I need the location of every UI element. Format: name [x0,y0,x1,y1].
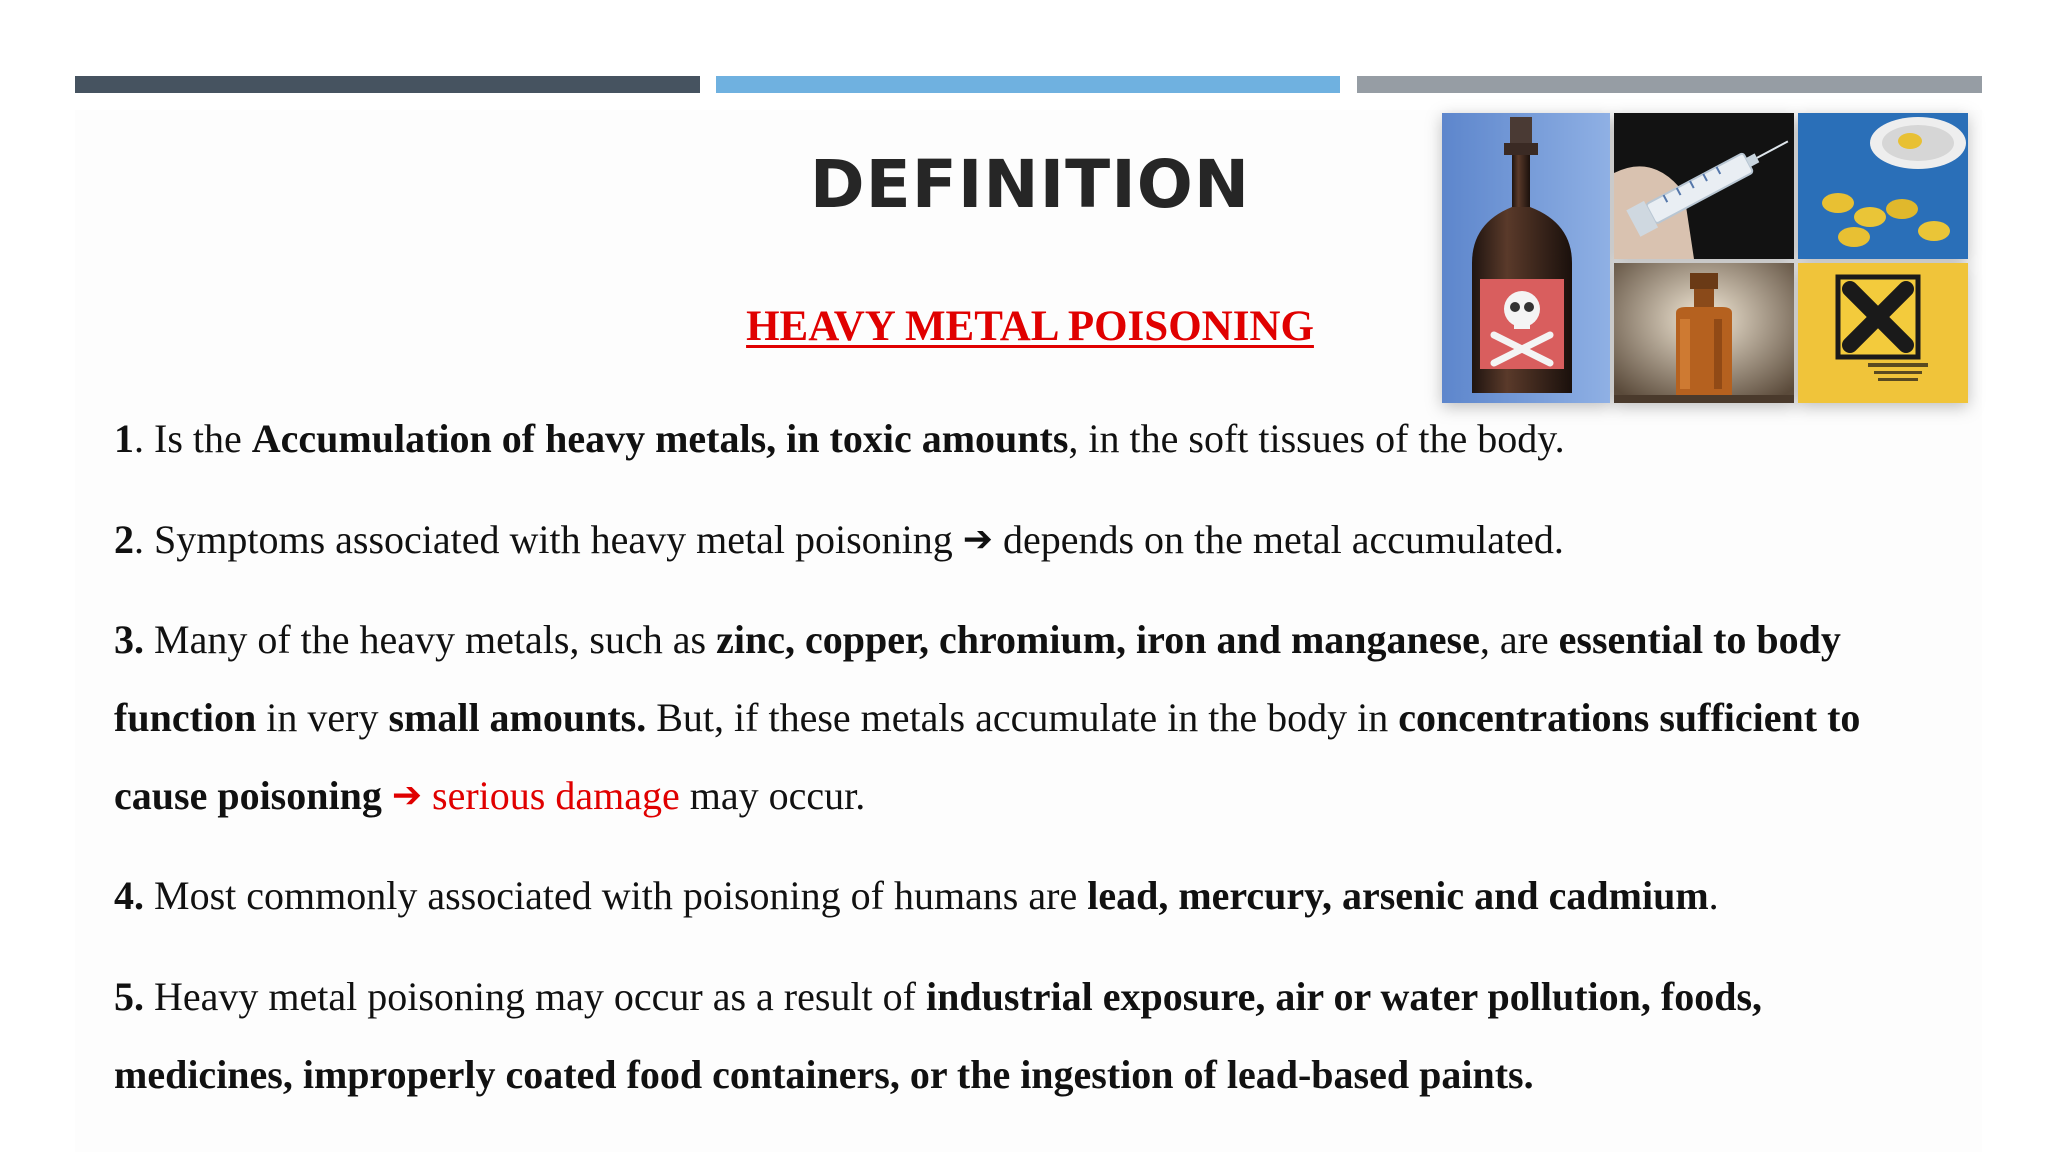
slide-subtitle: HEAVY METAL POISONING [746,303,1314,350]
point-number: 1 [114,416,134,461]
point-text: Many of the heavy metals, such as [144,617,717,662]
poison-bottle-icon [1442,113,1610,403]
point-text: . [1708,873,1719,918]
point-emphasis: small amounts. [388,695,647,740]
point-emphasis: industrial exposure, air or water pollution, foods, medicines, improperly coated food containers, or the ingestion of lead-based paints. [114,974,1763,1097]
point-text: may occur. [679,773,866,818]
point-emphasis: concentrations sufficient to cause poisoning [114,695,1861,818]
point-emphasis: Accumulation of heavy metals, in toxic amounts [251,416,1069,461]
point-number: 4. [114,873,144,918]
point-number: 2 [114,517,134,562]
arrow-right-icon: ➔ [391,775,423,816]
point-text: Most commonly associated with poisoning of humans are [144,873,1088,918]
point-4 [114,857,1914,935]
header-bar-blue [716,76,1340,93]
point-text [382,773,392,818]
point-text: depends on the metal accumulated. [992,517,1564,562]
point-2 [114,501,1914,579]
hazard-label-icon [1798,263,1968,403]
point-text: . Symptoms associated with heavy metal poisoning [134,517,963,562]
point-5 [114,958,1914,1114]
point-highlight: serious damage [422,773,680,818]
point-number: 5. [114,974,144,1019]
point-text: . Is the [134,416,252,461]
point-text: Heavy metal poisoning may occur as a result of [144,974,926,1019]
point-emphasis: zinc, copper, chromium, iron and manganese [716,617,1480,662]
point-1 [114,400,1914,478]
point-text: But, if these metals accumulate in the body in [646,695,1399,740]
header-bar-dark [75,76,700,93]
point-emphasis: lead, mercury, arsenic and cadmium [1087,873,1709,918]
pills-icon [1798,113,1968,259]
header-bar-gray [1357,76,1982,93]
point-text: in very [256,695,389,740]
arrow-right-icon: ➔ [962,519,993,560]
point-text: , in the soft tissues of the body. [1068,416,1565,461]
point-emphasis: essential to body function [114,617,1841,740]
poison-image-collage [1442,113,1968,403]
point-text: , are [1479,617,1559,662]
amber-poison-bottle-icon [1614,263,1794,403]
syringe-icon [1614,113,1794,259]
point-number: 3. [114,617,144,662]
slide-title: DEFINITION [809,146,1251,223]
point-3 [114,601,1914,835]
